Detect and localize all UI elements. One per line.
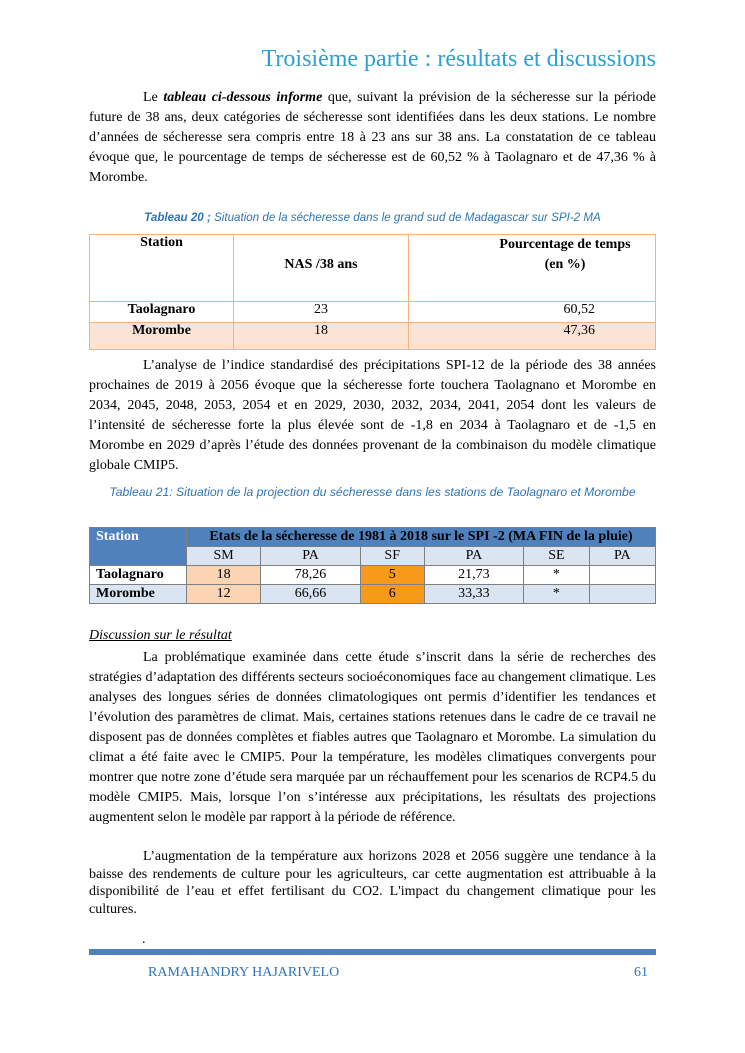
- table21-station: Taolagnaro: [90, 566, 187, 585]
- table-row: [90, 566, 656, 585]
- table21-header-station: Station: [90, 528, 187, 566]
- table-20: [89, 234, 656, 350]
- intro-rest: que, suivant la prévision de la sécheresse sur la période future de 38 ans, deux catégories de sécheresse sont identifiées dans les deux stations. Le nombre d’années de sécheresse sera compris entre 18 à 23 ans sur 38 ans. La constatation de ce tableau évoque que, le pourcentage de temps de sécheresse est de 60,52 % à Taolagnaro et de 47,36 % à Morombe.: [89, 90, 656, 185]
- footer-divider: [89, 949, 656, 955]
- table20-station: Taolagnaro: [90, 302, 234, 323]
- table21-cell: [589, 585, 655, 604]
- page-number: 61: [634, 965, 648, 980]
- table21-cell: 78,26: [261, 566, 360, 585]
- discussion-heading: Discussion sur le résultat: [89, 628, 232, 643]
- page-title: Troisième partie : résultats et discussions: [261, 46, 656, 72]
- table20-pct: 47,36: [409, 323, 656, 350]
- table21-subheader: SE: [524, 547, 590, 566]
- intro-paragraph: [89, 88, 656, 188]
- table20-caption: [89, 210, 656, 226]
- table21-cell: 33,33: [424, 585, 523, 604]
- table20-pct: 60,52: [409, 302, 656, 323]
- table20-nas: 18: [234, 323, 409, 350]
- table21-subheader: PA: [261, 547, 360, 566]
- discussion-paragraph-1: La problématique examinée dans cette étude s’inscrit dans la série de recherches des stratégies d’adaptation des différents secteurs socioéconomiques face au changement climatique. Les analyses des longues séries de données climatologiques ont permis d’identifier les tendances et l’évolution des paramètres de climat. Mais, certaines stations retenues dans le cadre de ce travail ne disposent pas de données complètes et fiables autres que Taolagnaro et Morombe. La simulation du climat a été faite avec le CMIP5. Pour la température, les modèles climatiques convergents pour montrer que notre zone d’étude sera marquée par un réchauffement pour les scenarios de RCP4.5 du modèle CMIP5. Mais, lorsque l’on s’intéresse aux précipitations, les résultats des projections augmentent selon le modèle par rapport à la période de référence.: [89, 650, 656, 825]
- table21-cell: 21,73: [424, 566, 523, 585]
- table21-cell: 5: [360, 566, 424, 585]
- table21-cell: *: [524, 585, 590, 604]
- table20-nas: 23: [234, 302, 409, 323]
- table21-subheader: PA: [589, 547, 655, 566]
- table20-header-station: Station: [90, 235, 234, 302]
- table21-subheader: SF: [360, 547, 424, 566]
- table21-cell: 6: [360, 585, 424, 604]
- spi12-paragraph: L’analyse de l’indice standardisé des précipitations SPI-12 de la période des 38 années prochaines de 2019 à 2056 évoque que la sécheresse forte touchera Taolagnano et Morombe en 2034, 2045, 2048, 2053, 2054 et en 2029, 2030, 2032, 2034, 2041, 2054 dont les valeurs de l’intensité de sécheresse forte la plus élevée sont de -1,8 en 2034 à Taolagnaro et de -1,5 en Morombe en 2029 d’après l’étude des données provenant de la combinaison du modèle climatique globale CMIP5.: [89, 358, 656, 473]
- table21-subheader: PA: [424, 547, 523, 566]
- table-21: [89, 527, 656, 604]
- table21-group-header: Etats de la sécheresse de 1981 à 2018 sur le SPI -2 (MA FIN de la pluie): [187, 528, 656, 547]
- footer-author: RAMAHANDRY HAJARIVELO: [148, 965, 340, 980]
- table21-cell: *: [524, 566, 590, 585]
- table20-header-pct: Pourcentage de temps (en %): [409, 235, 656, 302]
- table20-header-nas: NAS /38 ans: [234, 235, 409, 302]
- table21-cell: 12: [187, 585, 261, 604]
- intro-emphasis: tableau ci-dessous informe: [163, 90, 323, 105]
- table21-caption: Tableau 21: Situation de la projection du sécheresse dans les stations de Taolagnaro et Morombe: [109, 485, 636, 499]
- table21-cell: 18: [187, 566, 261, 585]
- table21-subheader: SM: [187, 547, 261, 566]
- table21-station: Morombe: [90, 585, 187, 604]
- table-row: [90, 323, 656, 350]
- table20-caption-label: Tableau 20 ;: [144, 211, 211, 224]
- table20-station: Morombe: [90, 323, 234, 350]
- table21-cell: [589, 566, 655, 585]
- stray-dot: .: [142, 932, 146, 947]
- table-row: [90, 585, 656, 604]
- table20-caption-text: Situation de la sécheresse dans le grand sud de Madagascar sur SPI-2 MA: [210, 211, 601, 224]
- table-row: [90, 302, 656, 323]
- intro-lead: Le: [143, 90, 164, 105]
- discussion-paragraph-2: L’augmentation de la température aux horizons 2028 et 2056 suggère une tendance à la baisse des rendements de culture pour les agriculteurs, car cette augmentation est attribuable à la disponibilité de l’eau et effet fertilisant du CO2. L'impact du changement climatique pour les cultures.: [89, 849, 656, 917]
- table21-cell: 66,66: [261, 585, 360, 604]
